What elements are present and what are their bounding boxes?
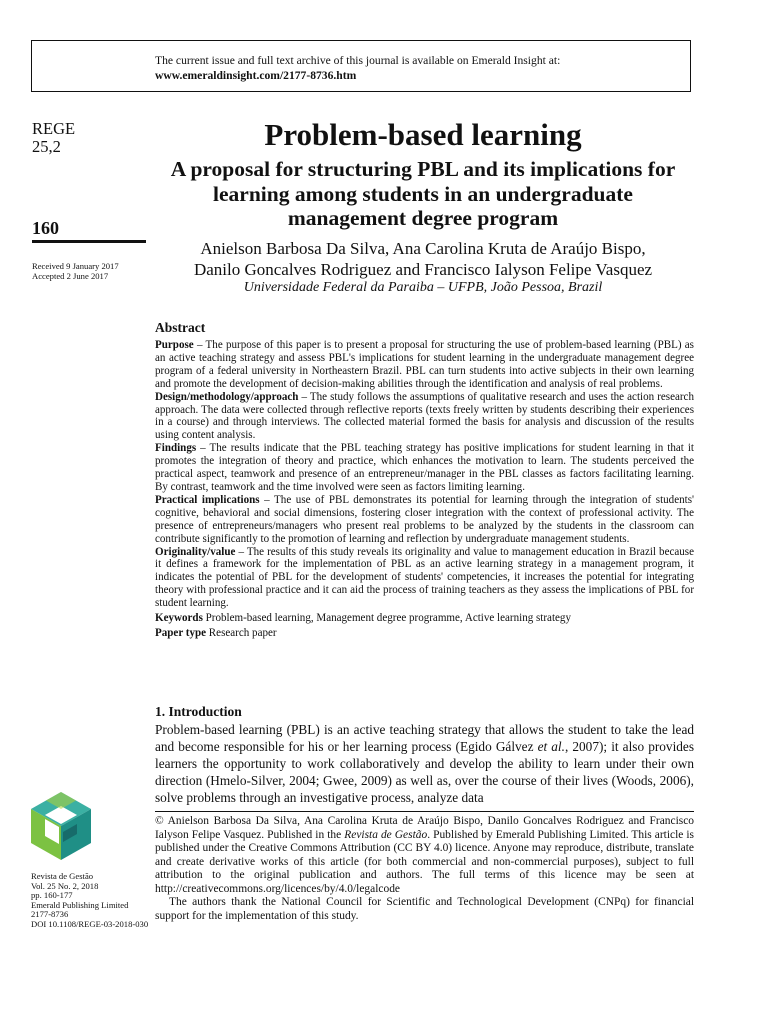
abstract-design xyxy=(155,391,694,443)
license-text: © Anielson Barbosa Da Silva, Ana Carolina Kruta de Araújo Bispo, Danilo Goncalves Rodriguez and Francisco Ialyson Felipe Vasquez. Published in the xyxy=(155,815,694,841)
paper-type-text: Research paper xyxy=(206,626,277,639)
paper-subtitle: A proposal for structuring PBL and its implications for learning among students in an undergraduate management degree program xyxy=(170,157,676,230)
paper-authors xyxy=(158,238,688,280)
journal-info-line: 2177-8736 xyxy=(31,909,69,919)
intro-text: Problem-based learning (PBL) is an active teaching strategy that allows the student to take the lead and become responsible for his or her learning process (Egido Gálvez xyxy=(155,722,694,754)
journal-availability-banner xyxy=(31,40,691,92)
journal-title-italic: Revista de Gestão xyxy=(344,828,428,841)
license-note xyxy=(155,815,694,896)
originality-label: Originality/value xyxy=(155,545,236,558)
abstract-findings xyxy=(155,442,694,494)
introduction-paragraph xyxy=(155,721,694,806)
abstract-paper-type xyxy=(155,627,694,640)
open-access-logo-icon xyxy=(31,792,91,860)
findings-label: Findings xyxy=(155,442,197,455)
abstract-body xyxy=(155,339,694,640)
journal-info-doi: DOI 10.1108/REGE-03-2018-030 xyxy=(31,918,149,929)
introduction-heading: 1. Introduction xyxy=(155,704,242,719)
journal-info-line: Emerald Publishing Limited xyxy=(31,899,129,910)
journal-info-line: pp. 160-177 xyxy=(31,890,73,900)
paper-title: Problem-based learning xyxy=(264,117,582,152)
abstract-practical xyxy=(155,494,694,546)
design-text: – The study follows the assumptions of qualitative research and uses the action research approach. The data were collected through reflective reports (texts freely written by students describing their experiences in a course) and through interviews. The collected material formed the basis for analysis and discussion of the results using content analysis. xyxy=(155,390,694,442)
accepted-date: Accepted 2 June 2017 xyxy=(32,271,109,281)
authors-line: Danilo Goncalves Rodriguez and Francisco Ialyson Felipe Vasquez xyxy=(193,260,653,279)
purpose-text: – The purpose of this paper is to present a proposal for structuring the use of problem-based learning (PBL) as an active teaching strategy and assess PBL's implications for student learning in the undergraduate management degree program of a federal university in Northeastern Brazil. PBL can turn students into active subjects in their own learning and promote the development of decision-making abilities through the identification and analysis of real problems. xyxy=(155,339,694,390)
abstract-originality xyxy=(155,546,694,611)
journal-name: REGE xyxy=(32,119,76,138)
findings-text: – The results indicate that the PBL teaching strategy has positive implications for student learning in that it promotes the integration of theory and practice, which enhances the motivation to learn. The students perceived the practical aspect, teamwork and presence of an entrepreneur/manager in the PBL classes as factors facilitating learning. By contrast, teamwork and the time involved were seen as factors limiting learning. xyxy=(155,442,694,493)
abstract-keywords xyxy=(155,612,694,625)
received-dates xyxy=(32,261,119,281)
page-number-rule xyxy=(32,240,146,243)
journal-info-line: Vol. 25 No. 2, 2018 xyxy=(31,880,99,891)
authors-line: Anielson Barbosa Da Silva, Ana Carolina Kruta de Araújo Bispo, xyxy=(200,239,646,258)
journal-info xyxy=(31,872,148,929)
intro-etal: et al. xyxy=(537,739,565,754)
journal-url-link[interactable]: www.emeraldinsight.com/2177-8736.htm xyxy=(155,69,357,82)
author-affiliation: Universidade Federal da Paraiba – UFPB, João Pessoa, Brazil xyxy=(243,280,603,295)
design-label: Design/methodology/approach xyxy=(155,390,299,403)
keywords-label: Keywords xyxy=(155,612,203,625)
journal-abbrev xyxy=(32,120,75,156)
purpose-label: Purpose xyxy=(155,339,194,351)
license-text: . Published by Emerald Publishing Limited. This article is published under the Creative Commons Attribution (CC BY 4.0) licence. Anyone may reproduce, distribute, translate and create derivative works of this article (for both commercial and non-commercial purposes), subject to full attribution to the original publication and authors. The full terms of this licence may be seen at http://creativecommons.org/licences/by/4.0/legalcode xyxy=(155,828,695,895)
received-date: Received 9 January 2017 xyxy=(32,261,119,271)
originality-text: – The results of this study reveals its originality and value to management education in Brazil because it defines a framework for the implementation of PBL as an active learning strategy in a management program, it indicates the potential of PBL for the development of students' competencies, it increases the potential for integrating theory with professional practice and it can aid the process of training teachers as they assess the implications of PBL for student learning. xyxy=(155,545,694,610)
paper-type-label: Paper type xyxy=(155,626,207,639)
banner-text: The current issue and full text archive of this journal is available on Emerald Insight at: xyxy=(155,54,561,67)
acknowledgment: The authors thank the National Council for Scientific and Technological Development (CNPq) for financial support for the implementation of this study. xyxy=(155,896,694,922)
footnote xyxy=(155,815,694,923)
keywords-text: Problem-based learning, Management degree programme, Active learning strategy xyxy=(202,612,571,625)
footnote-rule xyxy=(155,811,694,812)
abstract-purpose xyxy=(155,339,694,391)
abstract-heading: Abstract xyxy=(155,320,206,335)
intro-text: , 2007); it also provides learners the opportunity to work collaboratively and develop the ability to learn under their own direction (Hmelo-Silver, 2004; Gwee, 2009) as well as, over the course of their lives (Woods, 2006), solve problems through an investigative process, analyze data xyxy=(155,739,694,805)
practical-label: Practical implications xyxy=(155,493,260,506)
journal-volume: 25,2 xyxy=(32,137,61,156)
introduction-body xyxy=(155,721,694,806)
practical-text: – The use of PBL demonstrates its potential for learning through the integration of students' cognitive, behavioral and social dimensions, fostering closer integration with the context of professional activity. The presence of entrepreneurs/managers who present real problems to be analyzed by the students in the classroom can contribute significantly to the promotion of learning and reflection by undergraduate management students. xyxy=(155,493,694,545)
page-number: 160 xyxy=(32,218,59,238)
journal-info-line: Revista de Gestão xyxy=(31,871,94,881)
